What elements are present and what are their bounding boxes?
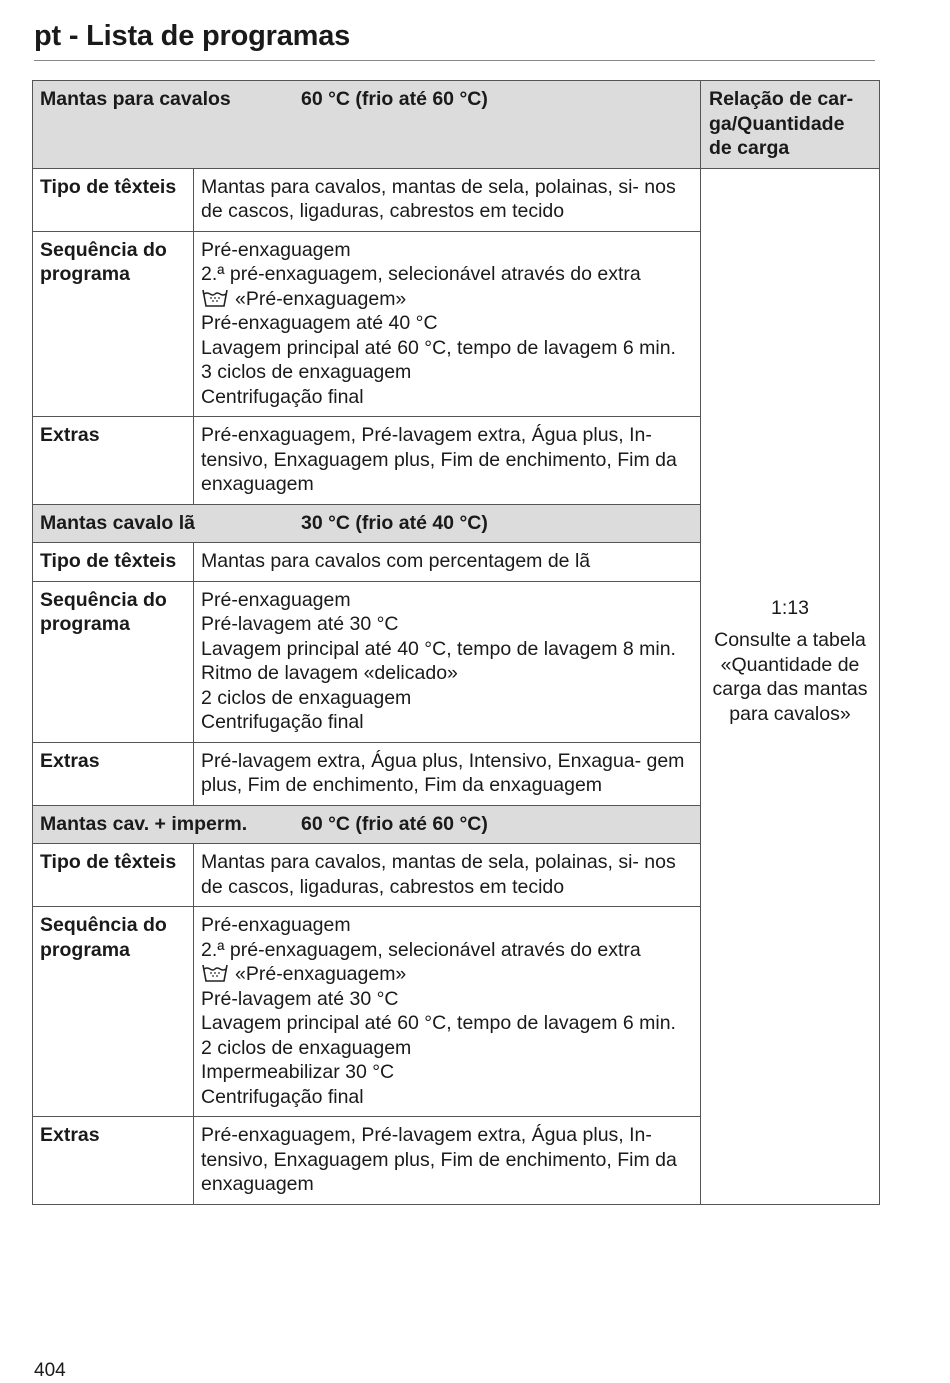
row-label-sequence: Sequência do programa [33, 907, 194, 1117]
program-temperature: 60 °C (frio até 60 °C) [301, 88, 488, 110]
sequence-step: Centrifugação final [201, 1085, 364, 1108]
extras-value: Pré-enxaguagem, Pré-lavagem extra, Água plus, In- tensivo, Enxaguagem plus, Fim de enchimento, Fim da enxaguagem [194, 417, 701, 505]
sequence-step-with-icon [201, 287, 693, 312]
sequence-step: 2 ciclos de enxaguagem [201, 686, 412, 709]
row-label-extras: Extras [33, 417, 194, 505]
pre-rinse-icon [201, 288, 229, 308]
load-ratio-note: Consulte a tabela «Quantidade de carga das mantas para cavalos» [712, 629, 868, 725]
program-temperature: 60 °C (frio até 60 °C) [301, 812, 488, 835]
sequence-step: 2 ciclos de enxaguagem [201, 1036, 412, 1059]
sequence-step: Pré-lavagem até 30 °C [201, 987, 399, 1010]
sequence-step: 2.ª pré-enxaguagem, selecionável através do extra [201, 263, 641, 285]
sequence-step-with-icon [201, 962, 693, 987]
program-temperature: 30 °C (frio até 40 °C) [301, 511, 488, 534]
load-ratio-header-label: Relação de car- ga/Quantidade de carga [709, 88, 854, 159]
row-label-sequence: Sequência do programa [33, 581, 194, 742]
sequence-value [194, 907, 701, 1117]
sequence-value [194, 581, 701, 742]
program-name: Mantas para cavalos [40, 88, 231, 110]
program-header-row [33, 81, 880, 169]
sequence-step: 2.ª pré-enxaguagem, selecionável através do extra [201, 938, 641, 961]
program-header [33, 805, 701, 844]
program-header [33, 504, 701, 543]
textile-value: Mantas para cavalos, mantas de sela, polainas, si- nos de cascos, ligaduras, cabrestos em tecido [194, 844, 701, 907]
program-table [32, 80, 880, 1205]
sequence-step-text: «Pré-enxaguagem» [235, 287, 407, 310]
extras-value: Pré-lavagem extra, Água plus, Intensivo, Enxagua- gem plus, Fim de enchimento, Fim da enxaguagem [194, 742, 701, 805]
sequence-step: Pré-enxaguagem [201, 914, 351, 936]
row-label-sequence: Sequência do programa [33, 231, 194, 417]
load-ratio-header [701, 81, 880, 169]
page-number: 404 [34, 1360, 66, 1381]
pre-rinse-icon [201, 963, 229, 983]
load-ratio-cell [701, 168, 880, 1204]
sequence-step: Centrifugação final [201, 711, 364, 733]
program-header [33, 81, 701, 169]
sequence-step: Lavagem principal até 60 °C, tempo de lavagem 6 min. [201, 1012, 676, 1034]
title-divider [34, 60, 875, 61]
extras-value: Pré-enxaguagem, Pré-lavagem extra, Água plus, In- tensivo, Enxaguagem plus, Fim de enchimento, Fim da enxaguagem [194, 1117, 701, 1205]
sequence-step: Pré-lavagem até 30 °C [201, 613, 399, 635]
load-ratio-value: 1:13 [771, 596, 809, 619]
sequence-step: 3 ciclos de enxaguagem [201, 361, 412, 383]
sequence-step: Centrifugação final [201, 385, 364, 408]
textile-value: Mantas para cavalos, mantas de sela, polainas, si- nos de cascos, ligaduras, cabrestos em tecido [194, 168, 701, 231]
sequence-step: Impermeabilizar 30 °C [201, 1061, 395, 1083]
sequence-step-text: «Pré-enxaguagem» [235, 963, 407, 985]
sequence-step: Pré-enxaguagem até 40 °C [201, 312, 438, 334]
sequence-value [194, 231, 701, 417]
program-name: Mantas cav. + imperm. [40, 812, 248, 835]
table-row [33, 168, 880, 231]
row-label-textile: Tipo de têxteis [33, 844, 194, 907]
row-label-extras: Extras [33, 742, 194, 805]
row-label-extras: Extras [33, 1117, 194, 1205]
sequence-step: Lavagem principal até 60 °C, tempo de lavagem 6 min. [201, 336, 676, 359]
row-label-textile: Tipo de têxteis [33, 168, 194, 231]
sequence-step: Pré-enxaguagem [201, 588, 351, 611]
sequence-step: Lavagem principal até 40 °C, tempo de lavagem 8 min. [201, 637, 676, 660]
row-label-textile: Tipo de têxteis [33, 543, 194, 582]
sequence-step: Pré-enxaguagem [201, 238, 351, 261]
program-name: Mantas cavalo lã [40, 511, 195, 534]
page-title: pt - Lista de programas [34, 20, 351, 52]
sequence-step: Ritmo de lavagem «delicado» [201, 662, 458, 684]
textile-value: Mantas para cavalos com percentagem de lã [194, 543, 701, 582]
